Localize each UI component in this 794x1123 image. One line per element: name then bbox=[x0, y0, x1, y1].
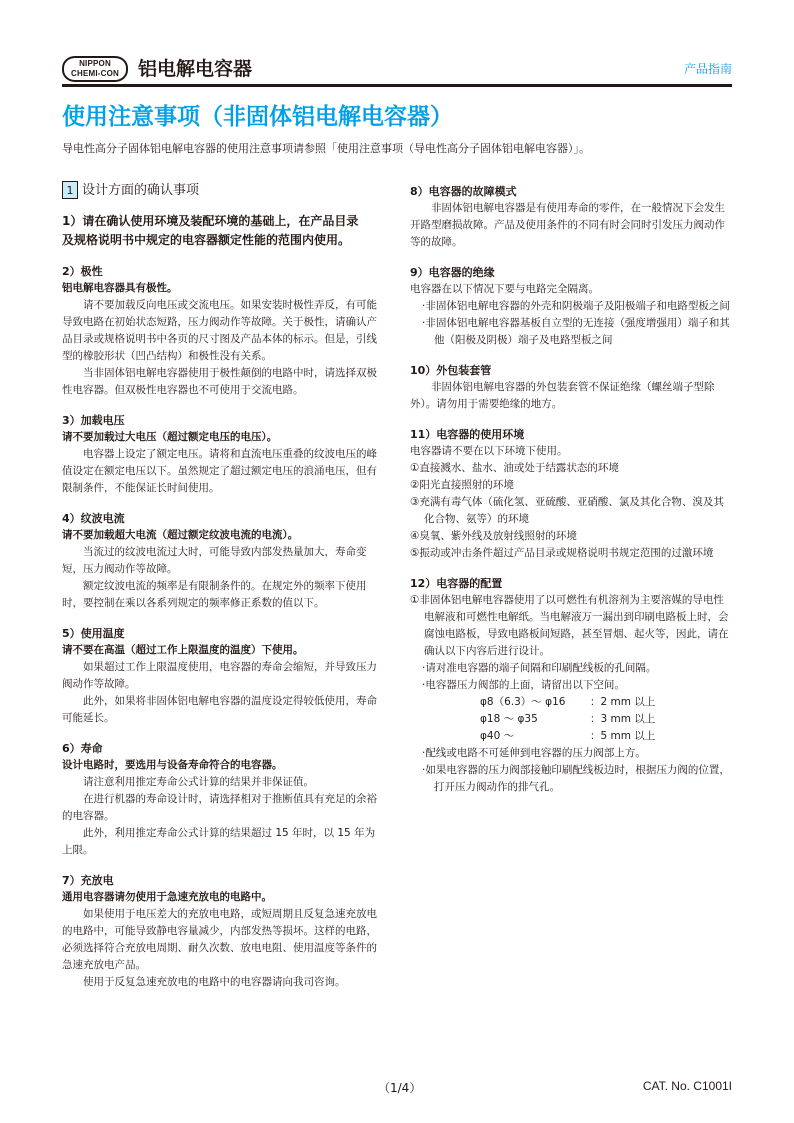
product-guide-label: 产品指南 bbox=[683, 62, 732, 76]
section-number: 1 bbox=[62, 181, 78, 199]
item-8 bbox=[410, 183, 732, 251]
item-5-heading: 5）使用温度 bbox=[62, 627, 125, 640]
item-1-heading-b: 及规格说明书中规定的电容器额定性能的范围内使用。 bbox=[62, 233, 351, 247]
item-6-heading: 6）寿命 bbox=[62, 742, 103, 755]
spec-size: φ18 ～ φ35 bbox=[480, 713, 538, 725]
item-5-p2: 此外，如果将非固体铝电解电容器的温度设定得较低使用，寿命可能延长。 bbox=[62, 695, 377, 724]
item-7-p2: 使用于反复急速充放电的电路中的电容器请向我司咨询。 bbox=[83, 976, 346, 988]
item-11-heading: 11）电容器的使用环境 bbox=[410, 428, 525, 441]
logo-line2: CHEMI-CON bbox=[70, 69, 120, 78]
section-header bbox=[62, 178, 384, 202]
item-4-p2: 额定纹波电流的频率是有限制条件的。在规定外的频率下使用时，要控制在乘以各系列规定的频率修正系数的值以下。 bbox=[62, 580, 367, 609]
item-3-p1: 电容器上设定了额定电压。请将和直流电压重叠的纹波电压的峰值设定在额定电压以下。虽然规定了超过额定电压的浪涌电压，但有限制条件，不能保证长时间使用。 bbox=[62, 448, 377, 494]
item-12-li3: ·电容器压力阀部的上面，请留出以下空间。 bbox=[422, 679, 625, 691]
item-9-p1: 电容器在以下情况下要与电路完全隔离。 bbox=[410, 283, 599, 295]
item-3-heading: 3）加载电压 bbox=[62, 414, 125, 427]
item-2-p2: 当非固体铝电解电容器使用于极性颠倒的电路中时，请选择双极性电容器。但双极性电容器也不可使用于交流电路。 bbox=[62, 367, 377, 396]
spec-size: φ8（6.3）～ φ16 bbox=[480, 696, 566, 708]
item-9-heading: 9）电容器的绝缘 bbox=[410, 266, 495, 279]
item-12-li5: ·如果电容器的压力阀部接触印刷配线板边时，根据压力阀的位置，打开压力阀动作的排气孔。 bbox=[422, 764, 730, 793]
spec-space: ：5 mm 以上 bbox=[590, 730, 656, 742]
item-11-li4: ④臭氧、紫外线及放射线照射的环境 bbox=[410, 530, 577, 542]
item-4 bbox=[62, 510, 384, 612]
item-12-heading: 12）电容器的配置 bbox=[410, 577, 503, 590]
item-10-heading: 10）外包装套管 bbox=[410, 364, 492, 377]
page-number: （1/4） bbox=[378, 1081, 422, 1095]
section-title: 设计方面的确认事项 bbox=[82, 182, 200, 198]
left-column bbox=[62, 178, 384, 1004]
item-7-p1: 如果使用于电压差大的充放电电路，或短周期且反复急速充放电的电路中，可能导致静电容量减少，内部发热等损坏。这样的电路，必须选择符合充放电周期、耐久次数、放电电阻、使用温度等条件的急速充放电产品。 bbox=[62, 908, 377, 971]
item-6-p1: 请注意利用推定寿命公式计算的结果并非保证值。 bbox=[83, 776, 314, 788]
spec-row bbox=[410, 728, 732, 745]
item-11-p1: 电容器请不要在以下环境下使用。 bbox=[410, 445, 568, 457]
item-9-li1: ·非固体铝电解电容器的外壳和阴极端子及阳极端子和电路型板之间 bbox=[422, 300, 730, 312]
item-7-sub: 通用电容器请勿使用于急速充放电的电路中。 bbox=[62, 891, 272, 903]
spec-row bbox=[410, 711, 732, 728]
item-4-p1: 当流过的纹波电流过大时，可能导致内部发热量加大，寿命变短，压力阀动作等故障。 bbox=[62, 546, 367, 575]
item-6-p3: 此外，利用推定寿命公式计算的结果超过 15 年时，以 15 年为上限。 bbox=[62, 827, 376, 856]
item-8-heading: 8）电容器的故障模式 bbox=[410, 185, 517, 198]
item-12-li1: ①非固体铝电解电容器使用了以可燃性有机溶剂为主要溶媒的导电性电解液和可燃性电解纸。当电解液万一漏出到印刷电路板上时，会腐蚀电路板，导致电路板间短路，甚至冒烟、起火等，因此，请在确认以下内容后进行设计。 bbox=[410, 594, 729, 657]
item-2-sub: 铝电解电容器具有极性。 bbox=[62, 282, 178, 294]
item-10-p1: 非固体铝电解电容器的外包装套管不保证绝缘（螺丝端子型除外）。请勿用于需要绝缘的地方。 bbox=[410, 381, 715, 410]
item-2 bbox=[62, 263, 384, 399]
item-12-li2: ·请对准电容器的端子间隔和印刷配线板的孔间隔。 bbox=[422, 662, 657, 674]
item-11-li2: ②阳光直接照射的环境 bbox=[410, 479, 514, 491]
item-6-sub: 设计电路时，要选用与设备寿命符合的电容器。 bbox=[62, 759, 283, 771]
spec-size: φ40 ～ bbox=[480, 730, 515, 742]
item-10 bbox=[410, 362, 732, 413]
item-11-li3: ③充满有毒气体（硫化氢、亚硫酸、亚硝酸、氯及其化合物、溴及其化合物、氨等）的环境 bbox=[410, 496, 724, 525]
page-header bbox=[62, 56, 732, 86]
item-6-p2: 在进行机器的寿命设计时，请选择相对于推断值具有充足的余裕的电容器。 bbox=[62, 793, 377, 822]
item-9 bbox=[410, 264, 732, 349]
header-divider bbox=[62, 84, 732, 87]
page-note: 导电性高分子固体铝电解电容器的使用注意事项请参照「使用注意事项（导电性高分子固体铝电解电容器）」。 bbox=[62, 142, 590, 155]
item-7-heading: 7）充放电 bbox=[62, 874, 114, 887]
spec-space: ：2 mm 以上 bbox=[590, 696, 656, 708]
item-7 bbox=[62, 872, 384, 991]
logo-line1: NIPPON bbox=[79, 59, 111, 68]
item-11-li1: ①直接溅水、盐水、油或处于结露状态的环境 bbox=[410, 462, 619, 474]
item-3 bbox=[62, 412, 384, 497]
item-12 bbox=[410, 575, 732, 796]
item-4-heading: 4）纹波电流 bbox=[62, 512, 125, 525]
item-9-li2: ·非固体铝电解电容器基板自立型的无连接（强度增强用）端子和其他（阳极及阴极）端子及电路型板之间 bbox=[422, 317, 730, 346]
item-4-sub: 请不要加载超大电流（超过额定纹波电流的电流）。 bbox=[62, 529, 299, 541]
item-3-sub: 请不要加载过大电压（超过额定电压的电压）。 bbox=[62, 431, 278, 443]
company-logo bbox=[62, 56, 128, 82]
item-12-li4: ·配线或电路不可延伸到电容器的压力阀部上方。 bbox=[422, 747, 646, 759]
spec-row bbox=[410, 694, 732, 711]
right-column bbox=[410, 183, 732, 809]
item-2-heading: 2）极性 bbox=[62, 265, 103, 278]
page-title: 使用注意事项（非固体铝电解电容器） bbox=[62, 104, 453, 130]
item-2-p1: 请不要加载反向电压或交流电压。如果安装时极性弄反，有可能导致电路在初始状态短路，压力阀动作等故障。关于极性，请确认产品目录或规格说明书中各页的尺寸图及产品本体的标示。但是，引线型的橡胶形状（凹凸结构）和极性没有关系。 bbox=[62, 299, 377, 362]
brand-title: 铝电解电容器 bbox=[138, 58, 253, 80]
item-11-li5: ⑤振动或冲击条件超过产品目录或规格说明书规定范围的过激环境 bbox=[410, 547, 714, 559]
item-1-heading-a: 1）请在确认使用环境及装配环境的基础上，在产品目录 bbox=[62, 214, 359, 228]
item-11 bbox=[410, 426, 732, 562]
item-5 bbox=[62, 625, 384, 727]
item-5-p1: 如果超过工作上限温度使用，电容器的寿命会缩短，并导致压力阀动作等故障。 bbox=[62, 661, 377, 690]
item-8-p1: 非固体铝电解电容器是有使用寿命的零件，在一般情况下会发生开路型磨损故障。产品及使用条件的不同有时会同时引发压力阀动作等的故障。 bbox=[410, 202, 725, 248]
item-6 bbox=[62, 740, 384, 859]
catalog-number: CAT. No. C1001I bbox=[642, 1079, 732, 1093]
spec-space: ：3 mm 以上 bbox=[590, 713, 656, 725]
item-1 bbox=[62, 212, 384, 250]
item-5-sub: 请不要在高温（超过工作上限温度的温度）下使用。 bbox=[62, 644, 304, 656]
